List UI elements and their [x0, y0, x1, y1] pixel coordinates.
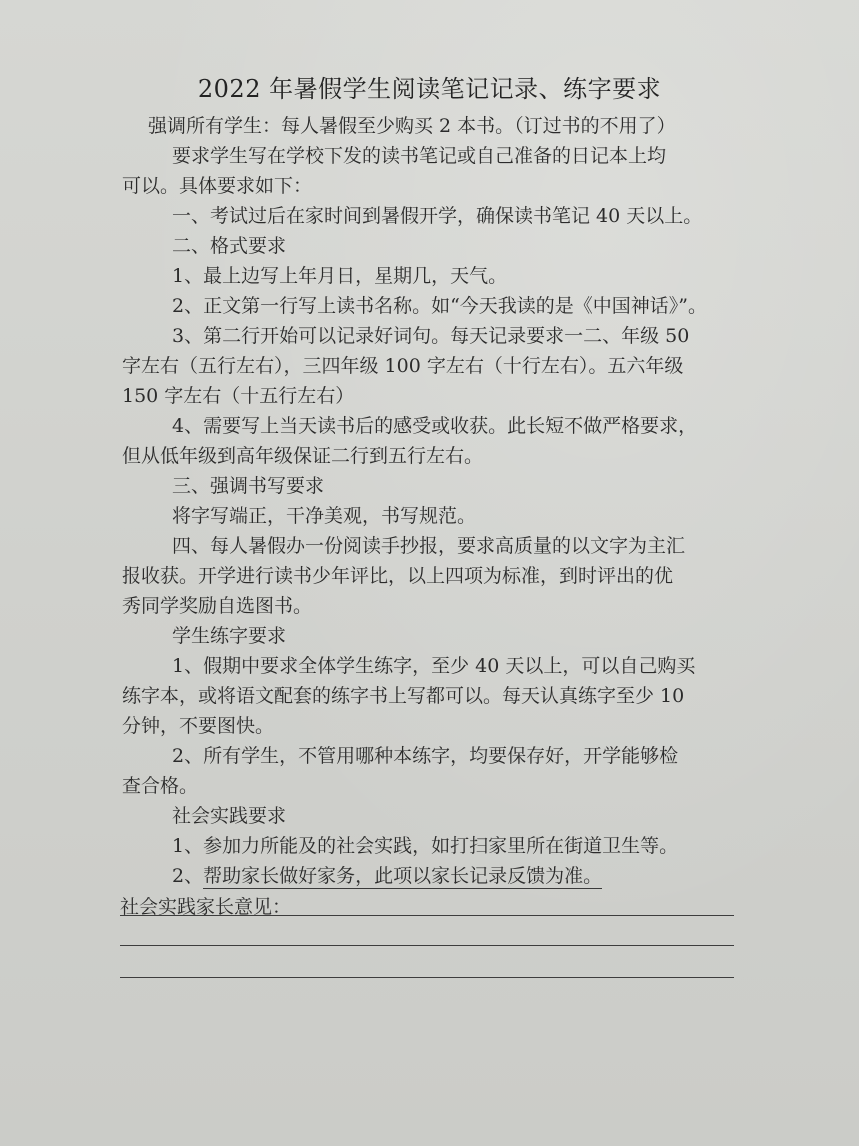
body-line: 将字写端正，干净美观，书写规范。	[172, 505, 477, 527]
parent-opinion-line	[120, 915, 734, 916]
body-line: 四、每人暑假办一份阅读手抄报，要求高质量的以文字为主汇	[172, 535, 686, 557]
body-line: 分钟，不要图快。	[122, 715, 275, 737]
document-title: 2022 年暑假学生阅读笔记记录、练字要求	[197, 75, 662, 103]
body-line: 3、第二行开始可以记录好词句。每天记录要求一二、年级 50	[172, 325, 690, 347]
body-line: 150 字左右（十五行左右）	[122, 385, 355, 407]
parent-opinion-line	[120, 977, 734, 978]
body-line: 1、参加力所能及的社会实践，如打扫家里所在街道卫生等。	[172, 835, 679, 857]
body-line: 练字本，或将语文配套的练字书上写都可以。每天认真练字至少 10	[122, 685, 685, 707]
underlined-line-prefix: 2、	[172, 865, 204, 887]
body-line: 4、需要写上当天读书后的感受或收获。此长短不做严格要求，	[172, 415, 698, 437]
underlined-line-text: 帮助家长做好家务，此项以家长记录反馈为准。	[203, 865, 603, 887]
body-line: 一、考试过后在家时间到暑假开学，确保读书笔记 40 天以上。	[172, 205, 703, 227]
body-line: 秀同学奖励自选图书。	[122, 595, 313, 617]
parent-opinion-label: 社会实践家长意见：	[120, 896, 292, 918]
body-line: 字左右（五行左右），三四年级 100 字左右（十行左右）。五六年级	[122, 355, 684, 377]
body-line: 但从低年级到高年级保证二行到五行左右。	[122, 445, 484, 467]
section-heading: 三、强调书写要求	[172, 475, 325, 497]
parent-opinion-line	[120, 945, 734, 946]
body-line: 报收获。开学进行读书少年评比，以上四项为标准，到时评出的优	[122, 565, 674, 587]
section-heading: 二、格式要求	[172, 235, 287, 257]
underlined-line	[172, 862, 602, 890]
body-line: 可以。具体要求如下：	[122, 175, 313, 197]
section-heading: 学生练字要求	[172, 625, 287, 647]
body-line: 1、假期中要求全体学生练字，至少 40 天以上，可以自己购买	[172, 655, 696, 677]
body-line: 2、正文第一行写上读书名称。如“今天我读的是《中国神话》”。	[172, 295, 708, 317]
body-line: 1、最上边写上年月日，星期几，天气。	[172, 265, 508, 287]
section-heading: 社会实践要求	[172, 805, 287, 827]
emphasis-line: 强调所有学生：每人暑假至少购买 2 本书。（订过书的不用了）	[148, 115, 676, 137]
body-line: 要求学生写在学校下发的读书笔记或自己准备的日记本上均	[172, 145, 667, 167]
body-line: 查合格。	[122, 775, 199, 797]
body-line: 2、所有学生，不管用哪种本练字，均要保存好，开学能够检	[172, 745, 679, 767]
